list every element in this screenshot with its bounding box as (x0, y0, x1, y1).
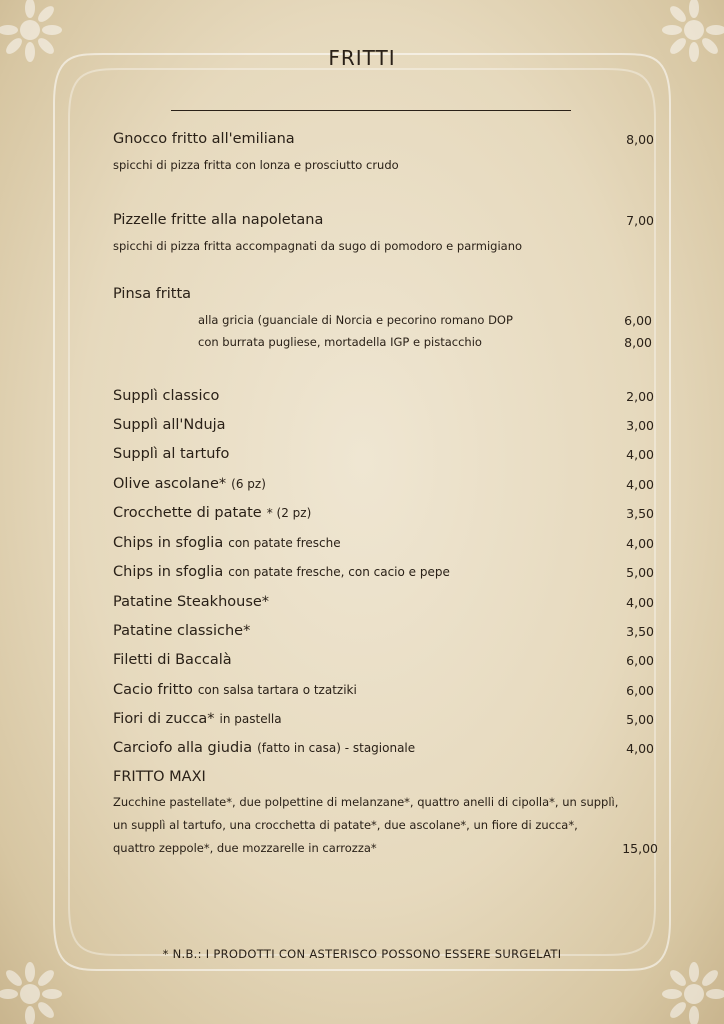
footer-note: * N.B.: I PRODOTTI CON ASTERISCO POSSONO ESSERE SURGELATI (162, 947, 562, 961)
menu-item (113, 591, 654, 613)
item-note: con salsa tartara o tzatziki (197, 683, 357, 697)
item-price: 4,00 (626, 740, 654, 756)
menu-item (113, 473, 654, 495)
option-price: 6,00 (624, 313, 652, 328)
item-name: Gnocco fritto all'emiliana (113, 131, 295, 147)
item-name: Chips in sfoglia (113, 535, 224, 551)
pinsa-option (198, 335, 652, 349)
item-note: * (2 pz) (266, 506, 312, 520)
item-name: Crocchette di patate (113, 505, 262, 521)
description-line-last (113, 837, 658, 860)
item-note: (fatto in casa) - stagionale (257, 741, 416, 755)
item-name: Cacio fritto (113, 682, 193, 698)
item-price: 2,00 (626, 388, 654, 404)
title-divider (171, 110, 571, 111)
menu-item (113, 443, 654, 465)
item-price: 15,00 (622, 841, 658, 856)
option-price: 8,00 (624, 335, 652, 350)
item-price: 6,00 (626, 652, 654, 668)
item-name: Supplì classico (113, 388, 220, 404)
item-price: 5,00 (626, 564, 654, 580)
menu-item (113, 620, 654, 642)
menu-item (113, 561, 654, 583)
item-note: con patate fresche, con cacio e pepe (228, 565, 450, 579)
option-text: con burrata pugliese, mortadella IGP e pistacchio (198, 335, 482, 349)
item-price: 3,00 (626, 417, 654, 433)
item-price: 4,00 (626, 535, 654, 551)
option-text: alla gricia (guanciale di Norcia e pecorino romano DOP (198, 313, 513, 327)
corner-ornament-bottom-left (0, 914, 110, 1024)
item-price: 3,50 (626, 505, 654, 521)
item-name: FRITTO MAXI (113, 769, 206, 785)
menu-item (113, 708, 654, 730)
menu-item-pizzelle (113, 209, 654, 231)
item-name: Supplì al tartufo (113, 446, 230, 462)
pinsa-option (198, 313, 652, 327)
item-description: spicchi di pizza fritta con lonza e prosciutto crudo (113, 158, 399, 172)
item-price: 4,00 (626, 446, 654, 462)
menu-item-gnocco (113, 128, 654, 150)
item-name: Pinsa fritta (113, 286, 192, 302)
item-name: Patatine Steakhouse* (113, 594, 270, 610)
item-name: Fiori di zucca* (113, 711, 215, 727)
menu-item (113, 679, 654, 701)
menu-item (113, 502, 654, 524)
menu-item (113, 532, 654, 554)
item-name: Supplì all'Nduja (113, 417, 226, 433)
item-description: spicchi di pizza fritta accompagnati da sugo di pomodoro e parmigiano (113, 239, 523, 253)
description-line: Zucchine pastellate*, due polpettine di melanzane*, quattro anelli di cipolla*, un supplì, (113, 795, 619, 809)
item-name: Patatine classiche* (113, 623, 251, 639)
page-title: FRITTI (328, 46, 396, 70)
item-price: 3,50 (626, 623, 654, 639)
item-name: Olive ascolane* (113, 476, 227, 492)
item-name: Carciofo alla giudia (113, 740, 253, 756)
item-note: (6 pz) (231, 477, 266, 491)
menu-item (113, 385, 654, 407)
fritto-maxi-description (113, 791, 658, 860)
item-price: 4,00 (626, 594, 654, 610)
corner-ornament-bottom-right (614, 914, 724, 1024)
item-price: 8,00 (626, 131, 654, 147)
item-price: 4,00 (626, 476, 654, 492)
description-line: un supplì al tartufo, una crocchetta di patate*, due ascolane*, un fiore di zucca*, (113, 818, 578, 832)
item-price: 5,00 (626, 711, 654, 727)
item-price: 7,00 (626, 212, 654, 228)
item-name: Filetti di Baccalà (113, 652, 232, 668)
menu-item (113, 737, 654, 759)
item-name: Pizzelle fritte alla napoletana (113, 212, 324, 228)
item-price: 6,00 (626, 682, 654, 698)
item-note: in pastella (219, 712, 282, 726)
item-note: con patate fresche (228, 536, 341, 550)
menu-item-fritto-maxi (113, 766, 654, 788)
menu-item (113, 414, 654, 436)
menu-item (113, 649, 654, 671)
menu-item-pinsa (113, 283, 654, 305)
description-line: quattro zeppole*, due mozzarelle in carrozza* (113, 841, 377, 855)
item-name: Chips in sfoglia (113, 564, 224, 580)
